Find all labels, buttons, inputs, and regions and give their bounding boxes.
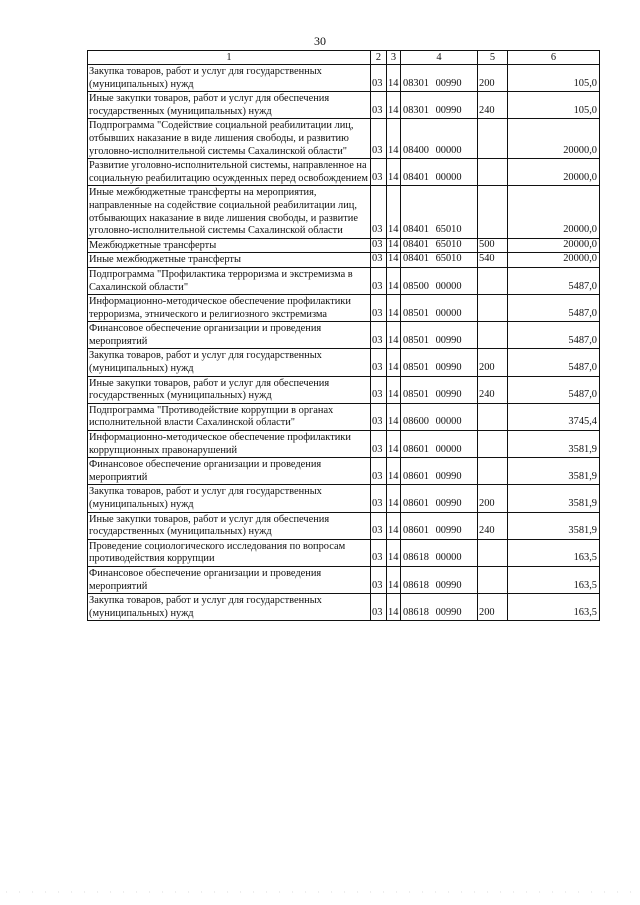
table-row <box>88 403 600 430</box>
row-section-cell: 03 <box>371 65 387 92</box>
row-subsection-cell: 14 <box>387 92 401 119</box>
row-subsection-cell: 14 <box>387 253 401 268</box>
row-section-cell: 03 <box>371 267 387 294</box>
row-section-cell: 03 <box>371 349 387 376</box>
row-name-cell: Иные межбюджетные трансферты <box>88 253 371 268</box>
row-subsection-cell: 14 <box>387 349 401 376</box>
row-section-cell: 03 <box>371 295 387 322</box>
row-section-cell: 03 <box>371 403 387 430</box>
row-name-cell: Подпрограмма "Профилактика терроризма и экстремизма в Сахалинской области" <box>88 267 371 294</box>
row-expense-type-cell: 240 <box>478 512 508 539</box>
table-row <box>88 376 600 403</box>
row-expense-type-cell: 240 <box>478 92 508 119</box>
table-row <box>88 322 600 349</box>
row-amount-cell: 20000,0 <box>508 119 600 159</box>
row-expense-type-cell <box>478 458 508 485</box>
row-target-article-cell: 08601 00990 <box>401 512 478 539</box>
row-name-cell: Развитие уголовно-исполнительной системы, направленное на социальную реабилитацию осужденных перед освобождением <box>88 159 371 186</box>
row-name-cell: Финансовое обеспечение организации и проведения мероприятий <box>88 566 371 593</box>
row-subsection-cell: 14 <box>387 238 401 253</box>
row-amount-cell: 3581,9 <box>508 512 600 539</box>
row-expense-type-cell <box>478 539 508 566</box>
row-amount-cell: 5487,0 <box>508 376 600 403</box>
row-amount-cell: 163,5 <box>508 594 600 621</box>
row-amount-cell: 20000,0 <box>508 253 600 268</box>
row-expense-type-cell <box>478 322 508 349</box>
row-subsection-cell: 14 <box>387 159 401 186</box>
table-row <box>88 253 600 268</box>
row-section-cell: 03 <box>371 119 387 159</box>
row-name-cell: Закупка товаров, работ и услуг для государственных (муниципальных) нужд <box>88 349 371 376</box>
row-subsection-cell: 14 <box>387 431 401 458</box>
row-section-cell: 03 <box>371 159 387 186</box>
row-target-article-cell: 08501 00990 <box>401 349 478 376</box>
row-expense-type-cell: 240 <box>478 376 508 403</box>
row-name-cell: Информационно-методическое обеспечение профилактики терроризма, этнического и религиозного экстремизма <box>88 295 371 322</box>
row-name-cell: Закупка товаров, работ и услуг для государственных (муниципальных) нужд <box>88 594 371 621</box>
row-target-article-cell: 08401 00000 <box>401 159 478 186</box>
row-subsection-cell: 14 <box>387 376 401 403</box>
row-section-cell: 03 <box>371 238 387 253</box>
row-target-article-cell: 08601 00990 <box>401 485 478 512</box>
row-amount-cell: 5487,0 <box>508 267 600 294</box>
row-amount-cell: 5487,0 <box>508 349 600 376</box>
table-row <box>88 186 600 238</box>
row-name-cell: Подпрограмма "Противодействие коррупции в органах исполнительной власти Сахалинской области" <box>88 403 371 430</box>
row-target-article-cell: 08618 00000 <box>401 539 478 566</box>
row-section-cell: 03 <box>371 376 387 403</box>
column-header-subsection: 3 <box>387 51 401 65</box>
row-expense-type-cell <box>478 267 508 294</box>
row-amount-cell: 3745,4 <box>508 403 600 430</box>
row-amount-cell: 3581,9 <box>508 485 600 512</box>
table-row <box>88 267 600 294</box>
row-subsection-cell: 14 <box>387 566 401 593</box>
row-subsection-cell: 14 <box>387 594 401 621</box>
row-subsection-cell: 14 <box>387 295 401 322</box>
table-row <box>88 539 600 566</box>
column-header-expense-type: 5 <box>478 51 508 65</box>
row-name-cell: Финансовое обеспечение организации и проведения мероприятий <box>88 458 371 485</box>
row-expense-type-cell <box>478 159 508 186</box>
row-subsection-cell: 14 <box>387 512 401 539</box>
row-section-cell: 03 <box>371 253 387 268</box>
row-section-cell: 03 <box>371 566 387 593</box>
row-name-cell: Иные закупки товаров, работ и услуг для обеспечения государственных (муниципальных) нужд <box>88 512 371 539</box>
table-body <box>88 65 600 621</box>
row-expense-type-cell <box>478 295 508 322</box>
column-header-target-article: 4 <box>401 51 478 65</box>
table-row <box>88 512 600 539</box>
row-target-article-cell: 08401 65010 <box>401 238 478 253</box>
table-row <box>88 566 600 593</box>
table-row <box>88 238 600 253</box>
row-target-article-cell: 08618 00990 <box>401 566 478 593</box>
budget-table <box>87 50 600 621</box>
table-header-row <box>88 51 600 65</box>
row-expense-type-cell: 200 <box>478 65 508 92</box>
row-target-article-cell: 08501 00990 <box>401 322 478 349</box>
row-target-article-cell: 08618 00990 <box>401 594 478 621</box>
row-name-cell: Иные закупки товаров, работ и услуг для обеспечения государственных (муниципальных) нужд <box>88 376 371 403</box>
row-target-article-cell: 08401 65010 <box>401 186 478 238</box>
column-header-section: 2 <box>371 51 387 65</box>
row-section-cell: 03 <box>371 92 387 119</box>
table-row <box>88 349 600 376</box>
row-name-cell: Закупка товаров, работ и услуг для государственных (муниципальных) нужд <box>88 65 371 92</box>
table-row <box>88 458 600 485</box>
row-amount-cell: 3581,9 <box>508 458 600 485</box>
row-amount-cell: 163,5 <box>508 566 600 593</box>
row-expense-type-cell <box>478 566 508 593</box>
row-target-article-cell: 08601 00000 <box>401 431 478 458</box>
row-amount-cell: 20000,0 <box>508 238 600 253</box>
row-target-article-cell: 08301 00990 <box>401 65 478 92</box>
row-subsection-cell: 14 <box>387 267 401 294</box>
row-name-cell: Иные межбюджетные трансферты на мероприятия, направленные на содействие социальной реабилитации лиц, отбывающих наказание в виде лишения свободы, и развитие уголовно-исполнительной системы Сахалинской области <box>88 186 371 238</box>
scan-noise-strip <box>0 889 640 895</box>
row-amount-cell: 105,0 <box>508 65 600 92</box>
row-subsection-cell: 14 <box>387 458 401 485</box>
row-name-cell: Иные закупки товаров, работ и услуг для обеспечения государственных (муниципальных) нужд <box>88 92 371 119</box>
table-row <box>88 92 600 119</box>
row-expense-type-cell: 200 <box>478 594 508 621</box>
row-subsection-cell: 14 <box>387 65 401 92</box>
row-subsection-cell: 14 <box>387 186 401 238</box>
row-expense-type-cell: 540 <box>478 253 508 268</box>
column-header-name: 1 <box>88 51 371 65</box>
row-target-article-cell: 08500 00000 <box>401 267 478 294</box>
row-section-cell: 03 <box>371 186 387 238</box>
table-row <box>88 594 600 621</box>
row-section-cell: 03 <box>371 594 387 621</box>
row-expense-type-cell: 500 <box>478 238 508 253</box>
row-expense-type-cell: 200 <box>478 349 508 376</box>
row-expense-type-cell <box>478 431 508 458</box>
row-expense-type-cell <box>478 403 508 430</box>
row-expense-type-cell: 200 <box>478 485 508 512</box>
row-name-cell: Финансовое обеспечение организации и проведения мероприятий <box>88 322 371 349</box>
row-subsection-cell: 14 <box>387 539 401 566</box>
row-section-cell: 03 <box>371 512 387 539</box>
row-section-cell: 03 <box>371 458 387 485</box>
table-row <box>88 65 600 92</box>
row-target-article-cell: 08601 00990 <box>401 458 478 485</box>
row-target-article-cell: 08401 65010 <box>401 253 478 268</box>
table-row <box>88 431 600 458</box>
row-section-cell: 03 <box>371 539 387 566</box>
row-name-cell: Проведение социологического исследования по вопросам противодействия коррупции <box>88 539 371 566</box>
table-row <box>88 295 600 322</box>
row-target-article-cell: 08501 00000 <box>401 295 478 322</box>
row-amount-cell: 5487,0 <box>508 322 600 349</box>
row-subsection-cell: 14 <box>387 119 401 159</box>
table-row <box>88 485 600 512</box>
row-subsection-cell: 14 <box>387 322 401 349</box>
row-target-article-cell: 08600 00000 <box>401 403 478 430</box>
row-name-cell: Межбюджетные трансферты <box>88 238 371 253</box>
row-amount-cell: 5487,0 <box>508 295 600 322</box>
row-subsection-cell: 14 <box>387 485 401 512</box>
row-section-cell: 03 <box>371 431 387 458</box>
row-expense-type-cell <box>478 119 508 159</box>
table-row <box>88 119 600 159</box>
row-amount-cell: 20000,0 <box>508 159 600 186</box>
row-amount-cell: 3581,9 <box>508 431 600 458</box>
row-name-cell: Информационно-методическое обеспечение профилактики коррупционных правонарушений <box>88 431 371 458</box>
row-subsection-cell: 14 <box>387 403 401 430</box>
row-name-cell: Закупка товаров, работ и услуг для государственных (муниципальных) нужд <box>88 485 371 512</box>
row-section-cell: 03 <box>371 322 387 349</box>
row-expense-type-cell <box>478 186 508 238</box>
row-amount-cell: 163,5 <box>508 539 600 566</box>
row-amount-cell: 20000,0 <box>508 186 600 238</box>
row-name-cell: Подпрограмма "Содействие социальной реабилитации лиц, отбывших наказание в виде лишения свободы, и развитию уголовно-исполнительной системы Сахалинской области" <box>88 119 371 159</box>
row-amount-cell: 105,0 <box>508 92 600 119</box>
row-section-cell: 03 <box>371 485 387 512</box>
page-number: 30 <box>314 34 326 48</box>
table-row <box>88 159 600 186</box>
column-header-amount: 6 <box>508 51 600 65</box>
row-target-article-cell: 08501 00990 <box>401 376 478 403</box>
row-target-article-cell: 08400 00000 <box>401 119 478 159</box>
row-target-article-cell: 08301 00990 <box>401 92 478 119</box>
